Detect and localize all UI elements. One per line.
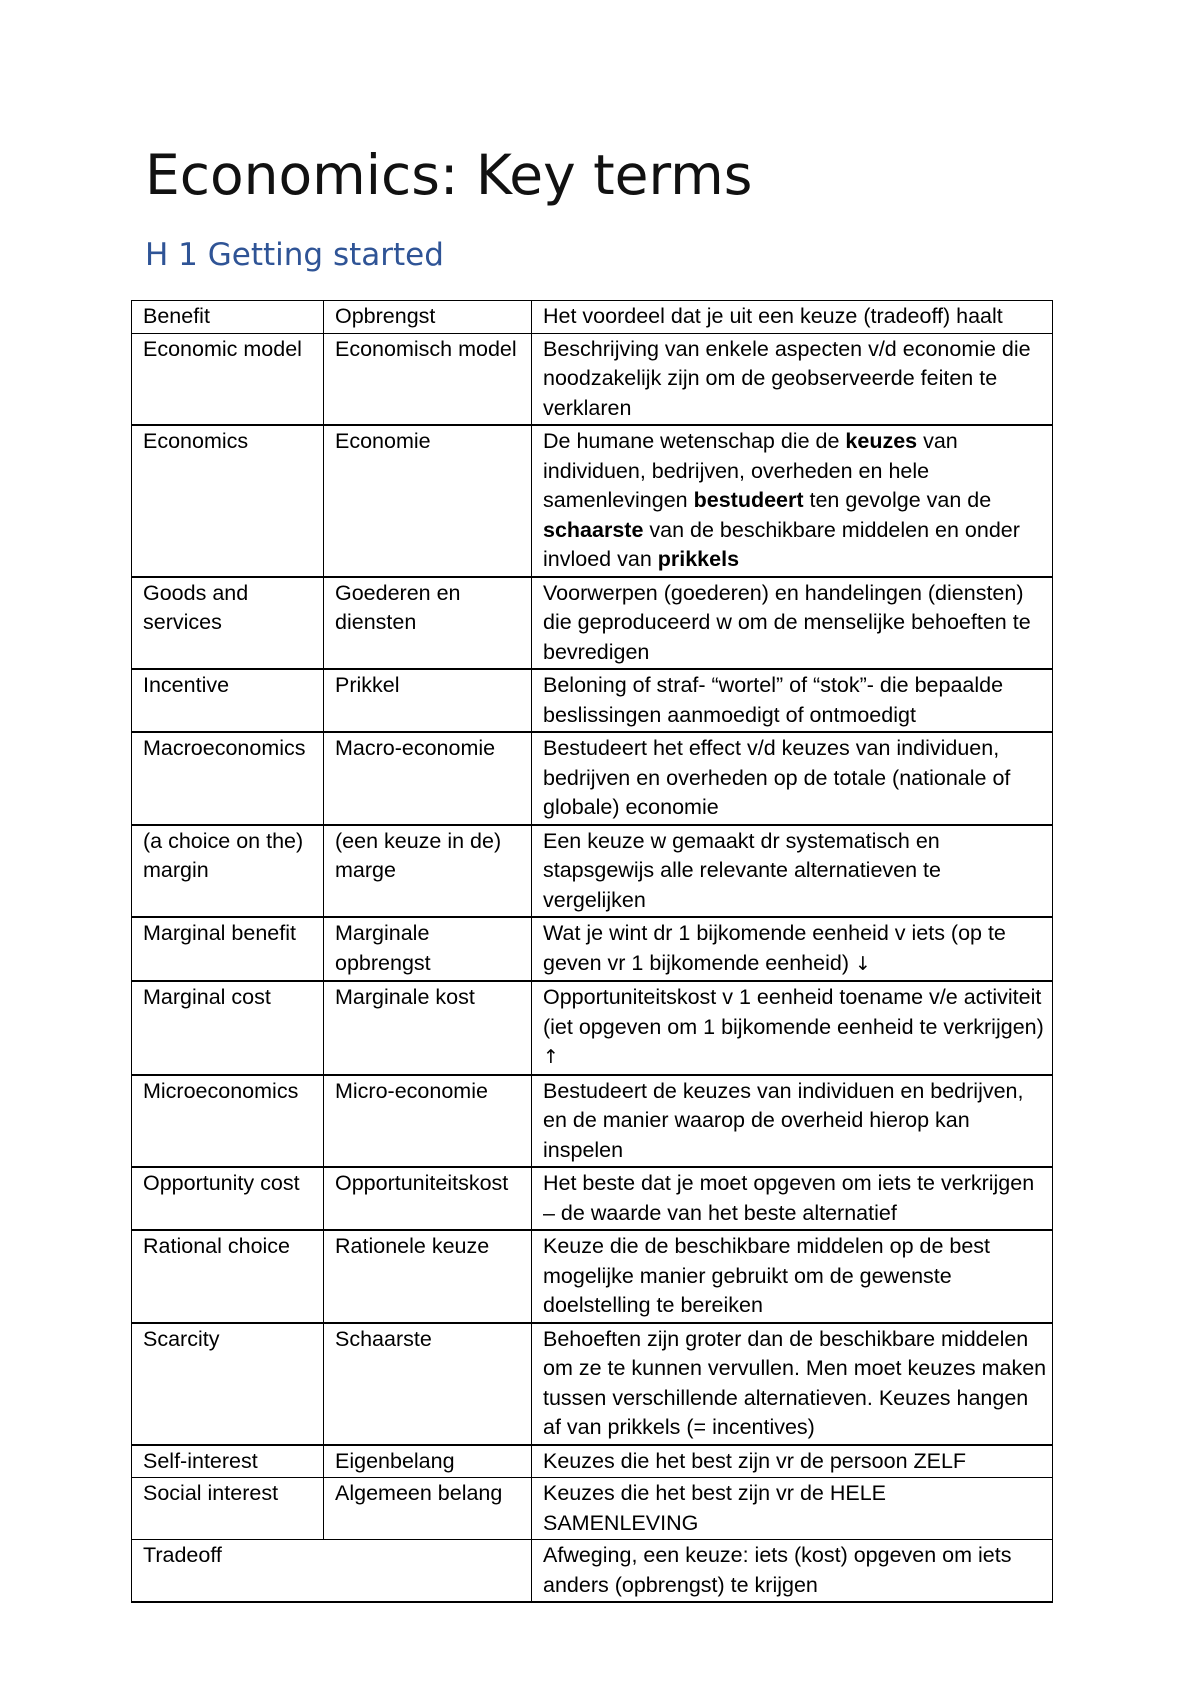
term-english: Self-interest: [132, 1445, 324, 1478]
table-row: [132, 1230, 1053, 1323]
term-dutch: (een keuze in de) marge: [324, 825, 532, 918]
definition-text: Wat je wint dr 1 bijkomende eenheid v iets (op te geven vr 1 bijkomende eenheid): [543, 921, 1006, 975]
term-dutch: Schaarste: [324, 1323, 532, 1445]
term-english: (a choice on the) margin: [132, 825, 324, 918]
table-row: [132, 577, 1053, 670]
arrow-down-icon: ↓: [854, 952, 871, 975]
key-terms-table: [131, 300, 1053, 1603]
term-english: Incentive: [132, 669, 324, 732]
table-row: [132, 1540, 1053, 1603]
table-row: [132, 425, 1053, 577]
term-definition: Beloning of straf- “wortel” of “stok”- die bepaalde beslissingen aanmoedigt of ontmoedigt: [532, 669, 1053, 732]
term-english: Social interest: [132, 1478, 324, 1540]
term-english: Benefit: [132, 301, 324, 334]
emphasis-prikkels: prikkels: [657, 547, 740, 571]
term-dutch: Algemeen belang: [324, 1478, 532, 1540]
term-dutch: Micro-economie: [324, 1075, 532, 1168]
definition-text: ten gevolge van de: [803, 488, 992, 512]
term-definition: Het voordeel dat je uit een keuze (tradeoff) haalt: [532, 301, 1053, 334]
term-dutch: Marginale opbrengst: [324, 917, 532, 981]
table-row: [132, 732, 1053, 825]
table-row: [132, 1478, 1053, 1540]
definition-text: Opportuniteitskost v 1 eenheid toename v/e activiteit (iet opgeven om 1 bijkomende eenheid te verkrijgen): [543, 985, 1044, 1039]
term-definition: [532, 981, 1053, 1075]
term-definition: [532, 917, 1053, 981]
page-title: Economics: Key terms: [145, 143, 753, 207]
emphasis-keuzes: keuzes: [845, 429, 918, 453]
table-row: [132, 825, 1053, 918]
term-definition: Keuzes die het best zijn vr de HELE SAMENLEVING: [532, 1478, 1053, 1540]
table-row: [132, 333, 1053, 425]
term-english: Rational choice: [132, 1230, 324, 1323]
term-english: Scarcity: [132, 1323, 324, 1445]
term-definition: Een keuze w gemaakt dr systematisch en stapsgewijs alle relevante alternatieven te vergelijken: [532, 825, 1053, 918]
term-definition: Keuzes die het best zijn vr de persoon ZELF: [532, 1445, 1053, 1478]
emphasis-bestudeert: bestudeert: [693, 488, 804, 512]
term-dutch: Prikkel: [324, 669, 532, 732]
definition-text: van individuen, bedrijven, overheden en hele samenlevingen: [543, 429, 958, 512]
definition-text: De humane wetenschap die de: [543, 429, 846, 453]
term-definition: Bestudeert het effect v/d keuzes van individuen, bedrijven en overheden op de totale (nationale of globale) economie: [532, 732, 1053, 825]
term-dutch: Economisch model: [324, 333, 532, 425]
term-definition: Het beste dat je moet opgeven om iets te verkrijgen – de waarde van het beste alternatief: [532, 1167, 1053, 1230]
term-dutch: Opportuniteitskost: [324, 1167, 532, 1230]
term-definition: [532, 425, 1053, 577]
term-dutch: Opbrengst: [324, 301, 532, 334]
term-definition: Bestudeert de keuzes van individuen en bedrijven, en de manier waarop de overheid hierop kan inspelen: [532, 1075, 1053, 1168]
table-row: [132, 1167, 1053, 1230]
table-row: [132, 1075, 1053, 1168]
table-row: [132, 1445, 1053, 1478]
table-row: [132, 917, 1053, 981]
term-definition: Voorwerpen (goederen) en handelingen (diensten) die geproduceerd w om de menselijke behoeften te bevredigen: [532, 577, 1053, 670]
term-dutch: Eigenbelang: [324, 1445, 532, 1478]
arrow-up-icon: ↑: [543, 1046, 559, 1068]
emphasis-schaarste: schaarste: [543, 517, 644, 542]
term-english: Economic model: [132, 333, 324, 425]
term-dutch: Rationele keuze: [324, 1230, 532, 1323]
term-english: Goods and services: [132, 577, 324, 670]
table-row: [132, 981, 1053, 1075]
term-dutch: Marginale kost: [324, 981, 532, 1075]
term-english: Economics: [132, 425, 324, 577]
table-row: [132, 301, 1053, 334]
term-definition: Behoeften zijn groter dan de beschikbare middelen om ze te kunnen vervullen. Men moet keuzes maken tussen verschillende alternatieven. Keuzes hangen af van prikkels (= incentives): [532, 1323, 1053, 1445]
term-english: Tradeoff: [132, 1540, 532, 1603]
term-english: Opportunity cost: [132, 1167, 324, 1230]
term-english: Marginal cost: [132, 981, 324, 1075]
term-definition: Keuze die de beschikbare middelen op de best mogelijke manier gebruikt om de gewenste doelstelling te bereiken: [532, 1230, 1053, 1323]
term-definition: Beschrijving van enkele aspecten v/d economie die noodzakelijk zijn om de geobserveerde feiten te verklaren: [532, 333, 1053, 425]
table-row: [132, 669, 1053, 732]
term-english: Marginal benefit: [132, 917, 324, 981]
term-dutch: Goederen en diensten: [324, 577, 532, 670]
term-english: Microeconomics: [132, 1075, 324, 1168]
table-row: [132, 1323, 1053, 1445]
definition-text: van de beschikbare middelen en onder invloed van: [543, 517, 1020, 571]
term-dutch: Macro-economie: [324, 732, 532, 825]
term-definition: Afweging, een keuze: iets (kost) opgeven om iets anders (opbrengst) te krijgen: [532, 1540, 1053, 1603]
term-dutch: Economie: [324, 425, 532, 577]
term-english: Macroeconomics: [132, 732, 324, 825]
section-heading: H 1 Getting started: [145, 237, 444, 273]
